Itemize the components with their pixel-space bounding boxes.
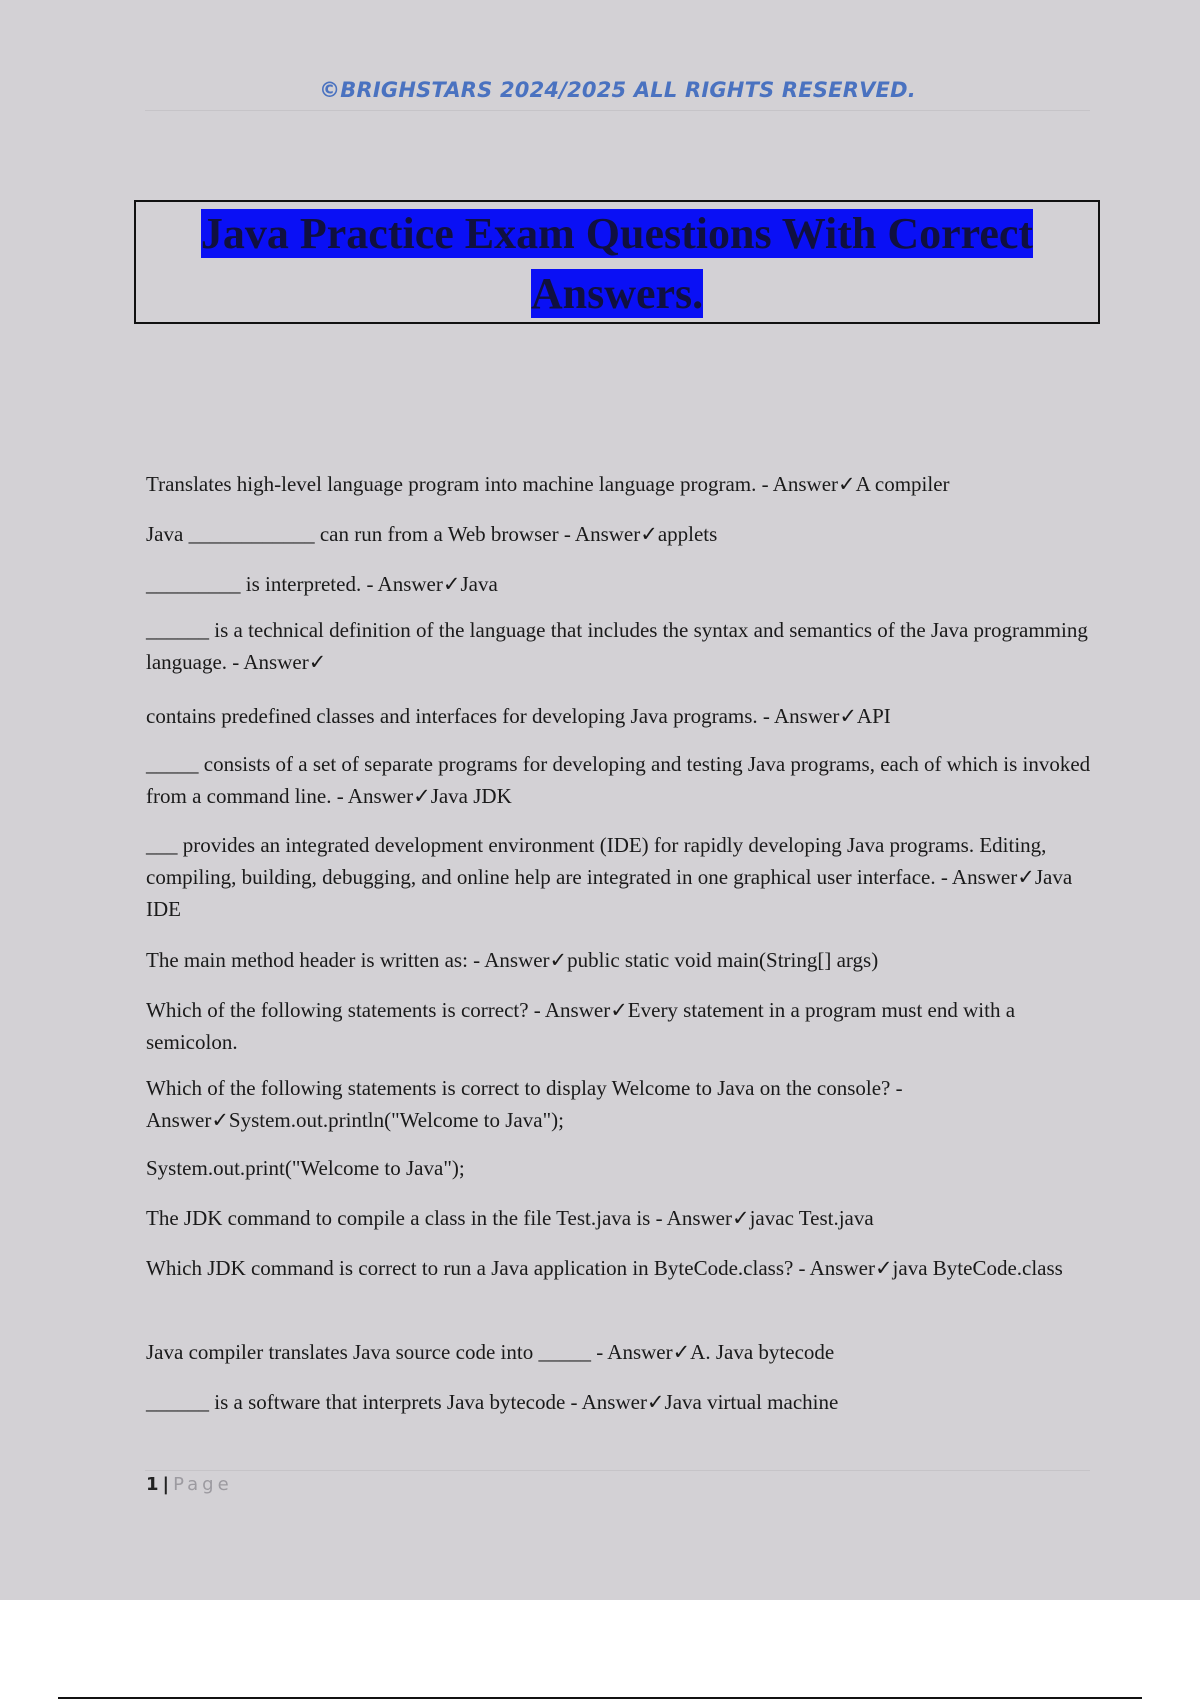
page-separator: |	[162, 1474, 170, 1495]
qa-item-2: Java ____________ can run from a Web browser - Answer✓applets	[146, 522, 718, 546]
document-title	[152, 204, 1082, 324]
qa-item-14: Java compiler translates Java source code into _____ - Answer✓A. Java bytecode	[146, 1340, 835, 1364]
qa-item-12: The JDK command to compile a class in the file Test.java is - Answer✓javac Test.java	[146, 1206, 874, 1230]
footer-divider	[145, 1470, 1090, 1471]
qa-item-6: _____ consists of a set of separate programs for developing and testing Java programs, each of which is invoked from a command line. - Answer✓Java JDK	[146, 752, 1091, 808]
copyright-header: ©BRIGHSTARS 2024/2025 ALL RIGHTS RESERVED.	[319, 78, 916, 102]
page-number: 1	[146, 1474, 159, 1495]
qa-item-10: Which of the following statements is correct to display Welcome to Java on the console? - Answer✓System.out.println("Welcome to Java");	[146, 1076, 903, 1132]
qa-item-9: Which of the following statements is correct? - Answer✓Every statement in a program must end with a semicolon.	[146, 998, 1016, 1054]
qa-item-3: _________ is interpreted. - Answer✓Java	[146, 572, 498, 596]
next-page-top-rule	[58, 1697, 1142, 1699]
qa-item-1: Translates high-level language program into machine language program. - Answer✓A compiler	[146, 472, 950, 496]
qa-item-13: Which JDK command is correct to run a Java application in ByteCode.class? - Answer✓java ByteCode.class	[146, 1256, 1063, 1280]
qa-item-15: ______ is a software that interprets Java bytecode - Answer✓Java virtual machine	[146, 1390, 839, 1414]
title-line-1: Java Practice Exam Questions With Correct	[200, 209, 1034, 258]
qa-item-11: System.out.print("Welcome to Java");	[146, 1156, 465, 1180]
qa-item-5: contains predefined classes and interfaces for developing Java programs. - Answer✓API	[146, 704, 891, 728]
qa-item-8: The main method header is written as: - Answer✓public static void main(String[] args)	[146, 948, 879, 972]
header-divider	[145, 110, 1090, 111]
title-box	[134, 200, 1100, 324]
qa-item-7: ___ provides an integrated development environment (IDE) for rapidly developing Java programs. Editing, compiling, building, debugging, and online help are integrated in one graphical user interface. - Answer✓Java IDE	[146, 833, 1073, 921]
page-label: Page	[173, 1474, 233, 1495]
page-footer	[146, 1474, 233, 1495]
qa-item-4: ______ is a technical definition of the language that includes the syntax and semantics of the Java programming language. - Answer✓	[146, 618, 1088, 674]
title-line-2: Answers.	[530, 269, 704, 318]
